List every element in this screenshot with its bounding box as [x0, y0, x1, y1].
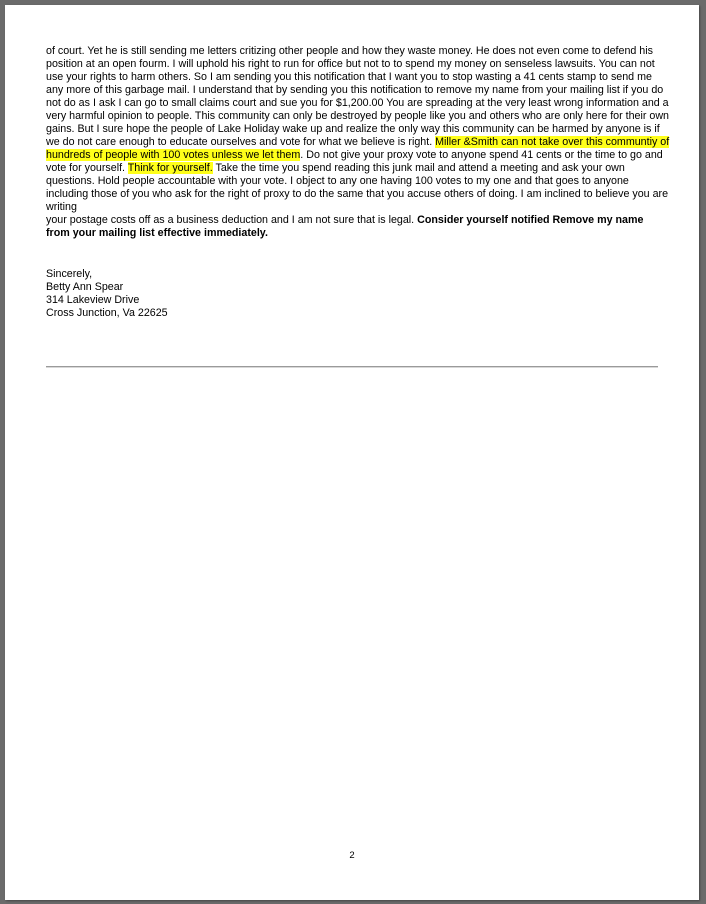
sender-city: Cross Junction, Va 22625: [46, 307, 168, 319]
letter-paragraph-continued: [46, 214, 670, 240]
page-number: 2: [349, 850, 355, 861]
horizontal-divider: [46, 366, 658, 368]
letter-body: [46, 45, 670, 240]
letter-text-part1: of court. Yet he is still sending me letters critizing other people and how they waste money. He does not even come to defend his position at an open fourm. I will uphold his right to run for office but not to to spend my money on senseless lawsuits. You can not use your rights to harm others. So I am sending you this notification that I want you to stop wasting a 41 cents stamp to send me any more of this garbage mail. I understand that by sending you this notification to remove my name from your mailing list if you do not do as I ask I can go to small claims court and sue you for $1,200.00 You are spreading at the very least wrong information and a very harmful opinion to people. This community can only be destroyed by people like you and others who are only here for their own gains. But I sure hope the people of Lake Holiday wake up and realize the only way this community can be harmed by anyone is if we do not care enough to educate ourselves and vote for what we believe is right.: [46, 45, 669, 148]
salutation: Sincerely,: [46, 268, 93, 280]
bold-notice: Consider yourself notified Remove my name from your mailing list effective immediately.: [46, 214, 644, 239]
letter-paragraph: [46, 45, 670, 214]
highlighted-text-1: Miller &Smith can not take over this communtiy of hundreds of people with 100 votes unless we let them: [46, 136, 670, 161]
letter-closing: [46, 268, 168, 320]
highlighted-text-2: Think for yourself.: [127, 162, 213, 174]
letter-text-part2: . Do not give your proxy vote to anyone spend 41 cents or the time to go and vote for yourself.: [46, 149, 663, 174]
sender-name: Betty Ann Spear: [46, 281, 124, 293]
document-page: [5, 5, 699, 900]
sender-street: 314 Lakeview Drive: [46, 294, 140, 306]
letter-text-part4: your postage costs off as a business deduction and I am not sure that is legal.: [46, 214, 418, 226]
letter-text-part3: Take the time you spend reading this junk mail and attend a meeting and ask your own questions. Hold people accountable with your vote. I object to any one having 100 votes to my one and that goes to anyone including those of you who ask for the right of proxy to do the same that you accuse others of doing. I am inclined to believe you are writing: [46, 162, 669, 213]
